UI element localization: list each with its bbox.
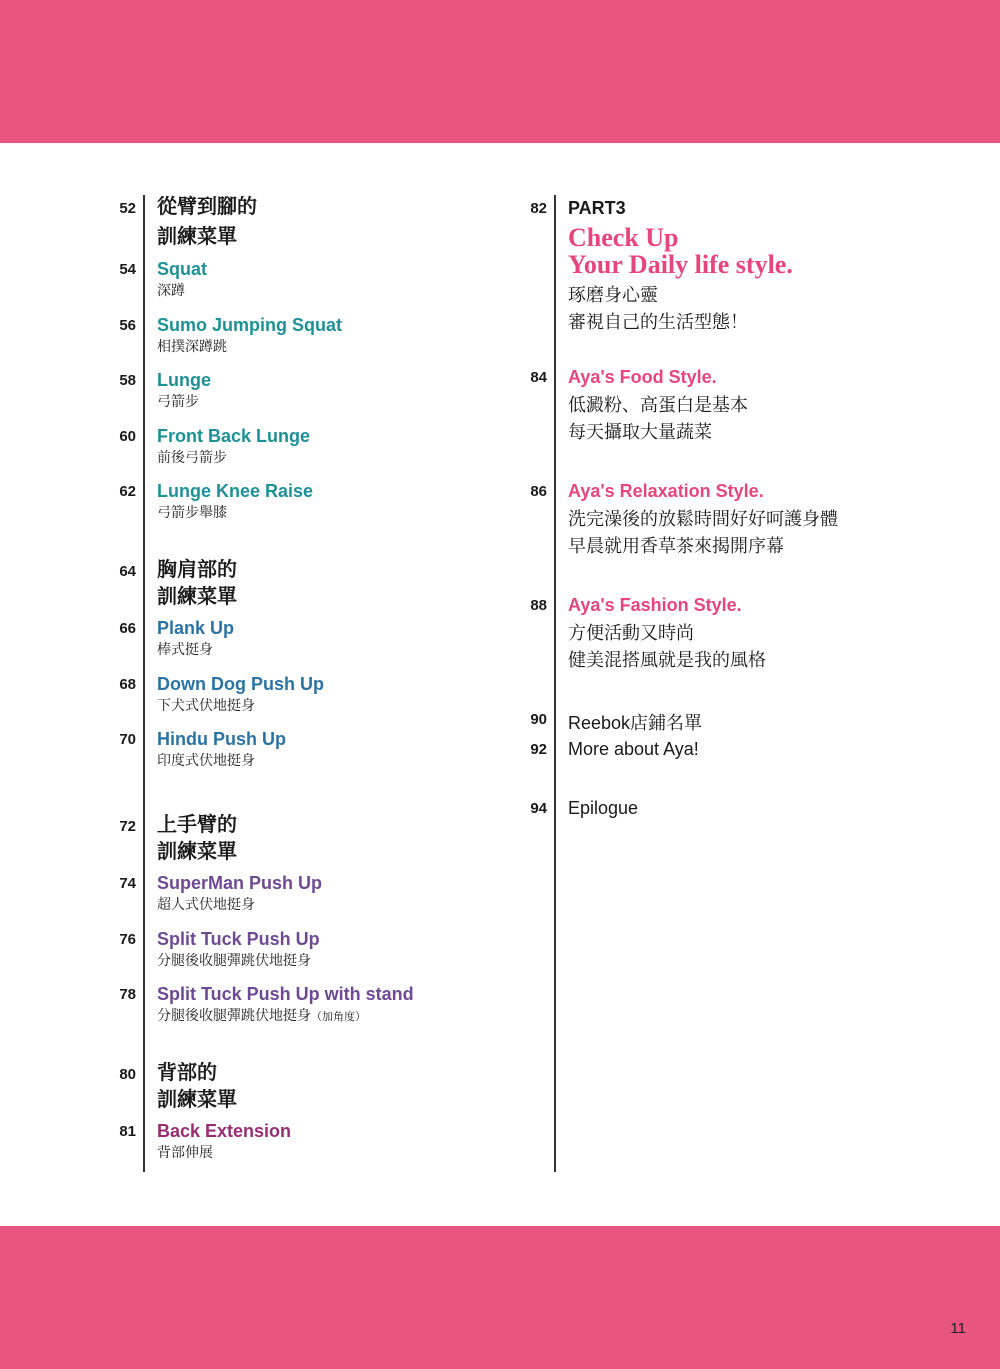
section-title bbox=[157, 557, 237, 611]
exercise-name: Split Tuck Push Up with stand bbox=[157, 984, 414, 1004]
entry-title: Aya's Fashion Style. bbox=[568, 595, 742, 615]
entry-page-number: 86 bbox=[530, 483, 547, 500]
section-title-line: 上手臂的 bbox=[157, 814, 237, 836]
exercise-name: Lunge bbox=[157, 370, 211, 390]
right-divider bbox=[554, 195, 556, 1172]
section-page-number: 64 bbox=[119, 563, 136, 580]
description-line: 健美混搭風就是我的風格 bbox=[568, 650, 766, 670]
exercise-name: Down Dog Push Up bbox=[157, 674, 324, 694]
entry-description bbox=[568, 506, 838, 560]
item-page-number: 58 bbox=[119, 372, 136, 389]
exercise-name-zh: 超人式伏地挺身 bbox=[157, 896, 255, 912]
section-title bbox=[157, 812, 237, 866]
left-divider bbox=[143, 195, 145, 1172]
section-title-line: 訓練菜單 bbox=[157, 226, 237, 248]
entry-page-number: 88 bbox=[530, 597, 547, 614]
plain-page-number: 90 bbox=[530, 711, 547, 728]
section-title bbox=[157, 1060, 237, 1114]
exercise-name: Front Back Lunge bbox=[157, 426, 311, 446]
bottom-pink-band bbox=[0, 1226, 1000, 1369]
item-page-number: 81 bbox=[119, 1123, 136, 1140]
exercise-name-zh: 印度式伏地挺身 bbox=[157, 752, 255, 768]
part-page-number: 82 bbox=[530, 200, 547, 217]
exercise-name: Plank Up bbox=[157, 618, 235, 638]
exercise-name: Back Extension bbox=[157, 1121, 292, 1141]
description-line: 早晨就用香草茶來揭開序幕 bbox=[568, 536, 784, 556]
page-number: 11 bbox=[950, 1320, 966, 1337]
plain-entry: Reebok店鋪名單 bbox=[568, 713, 703, 733]
exercise-name-zh: 相撲深蹲跳 bbox=[157, 338, 227, 354]
section-title-line: 背部的 bbox=[157, 1062, 217, 1084]
entry-description bbox=[568, 392, 748, 446]
exercise-name: Split Tuck Push Up bbox=[157, 929, 320, 949]
item-page-number: 78 bbox=[119, 986, 136, 1003]
plain-entry: More about Aya! bbox=[568, 739, 699, 759]
exercise-name-zh: 前後弓箭步 bbox=[157, 449, 227, 465]
section-title-line: 訓練菜單 bbox=[157, 1089, 237, 1111]
exercise-name: SuperMan Push Up bbox=[157, 873, 323, 893]
exercise-name: Sumo Jumping Squat bbox=[157, 315, 343, 335]
section-page-number: 52 bbox=[119, 200, 136, 217]
description-line: 審視自己的生活型態！ bbox=[568, 312, 748, 332]
exercise-name-zh: 分腿後收腿彈跳伏地挺身 bbox=[157, 952, 311, 968]
item-page-number: 66 bbox=[119, 620, 136, 637]
exercise-name: Hindu Push Up bbox=[157, 729, 286, 749]
entry-title: Aya's Food Style. bbox=[568, 367, 717, 387]
item-page-number: 70 bbox=[119, 731, 136, 748]
part-serif-title bbox=[568, 224, 793, 278]
description-line: 洗完澡後的放鬆時間好好呵護身體 bbox=[568, 509, 838, 529]
section-page-number: 72 bbox=[119, 818, 136, 835]
part-label: PART3 bbox=[568, 198, 626, 218]
description-line: 低澱粉、高蛋白是基本 bbox=[568, 395, 748, 415]
exercise-name-zh: 下犬式伏地挺身 bbox=[157, 697, 255, 713]
exercise-name: Squat bbox=[157, 259, 208, 279]
item-page-number: 76 bbox=[119, 931, 136, 948]
item-page-number: 62 bbox=[119, 483, 136, 500]
item-page-number: 56 bbox=[119, 317, 136, 334]
exercise-name-zh-text: 分腿後收腿彈跳伏地挺身 bbox=[157, 1007, 311, 1023]
exercise-name-zh: 深蹲 bbox=[157, 282, 185, 298]
entry-page-number: 84 bbox=[530, 369, 547, 386]
plain-page-number: 94 bbox=[530, 800, 547, 817]
description-line: 每天攝取大量蔬菜 bbox=[568, 422, 712, 442]
section-title bbox=[157, 194, 257, 251]
description-line: 琢磨身心靈 bbox=[568, 285, 658, 305]
exercise-name-zh bbox=[157, 1006, 366, 1026]
exercise-name-zh: 弓箭步舉膝 bbox=[157, 504, 227, 520]
section-title-line: 胸肩部的 bbox=[157, 559, 237, 581]
section-title-line: 從臂到腳的 bbox=[157, 196, 257, 218]
entry-title: Aya's Relaxation Style. bbox=[568, 481, 764, 501]
section-title-line: 訓練菜單 bbox=[157, 841, 237, 863]
exercise-name-zh: 弓箭步 bbox=[157, 393, 199, 409]
top-pink-band bbox=[0, 0, 1000, 143]
serif-title-line: Check Up bbox=[568, 223, 679, 252]
exercise-name-zh: 棒式挺身 bbox=[157, 641, 213, 657]
item-page-number: 74 bbox=[119, 875, 136, 892]
serif-title-line: Your Daily life style. bbox=[568, 250, 793, 279]
entry-description bbox=[568, 620, 766, 674]
item-page-number: 54 bbox=[119, 261, 136, 278]
section-title-line: 訓練菜單 bbox=[157, 586, 237, 608]
part-description bbox=[568, 282, 748, 336]
item-page-number: 60 bbox=[119, 428, 136, 445]
item-page-number: 68 bbox=[119, 676, 136, 693]
plain-page-number: 92 bbox=[530, 741, 547, 758]
exercise-note: （加角度） bbox=[311, 1011, 366, 1023]
exercise-name: Lunge Knee Raise bbox=[157, 481, 314, 501]
exercise-name-zh: 背部伸展 bbox=[157, 1144, 213, 1160]
description-line: 方便活動又時尚 bbox=[568, 623, 694, 643]
section-page-number: 80 bbox=[119, 1066, 136, 1083]
plain-entry: Epilogue bbox=[568, 798, 639, 818]
